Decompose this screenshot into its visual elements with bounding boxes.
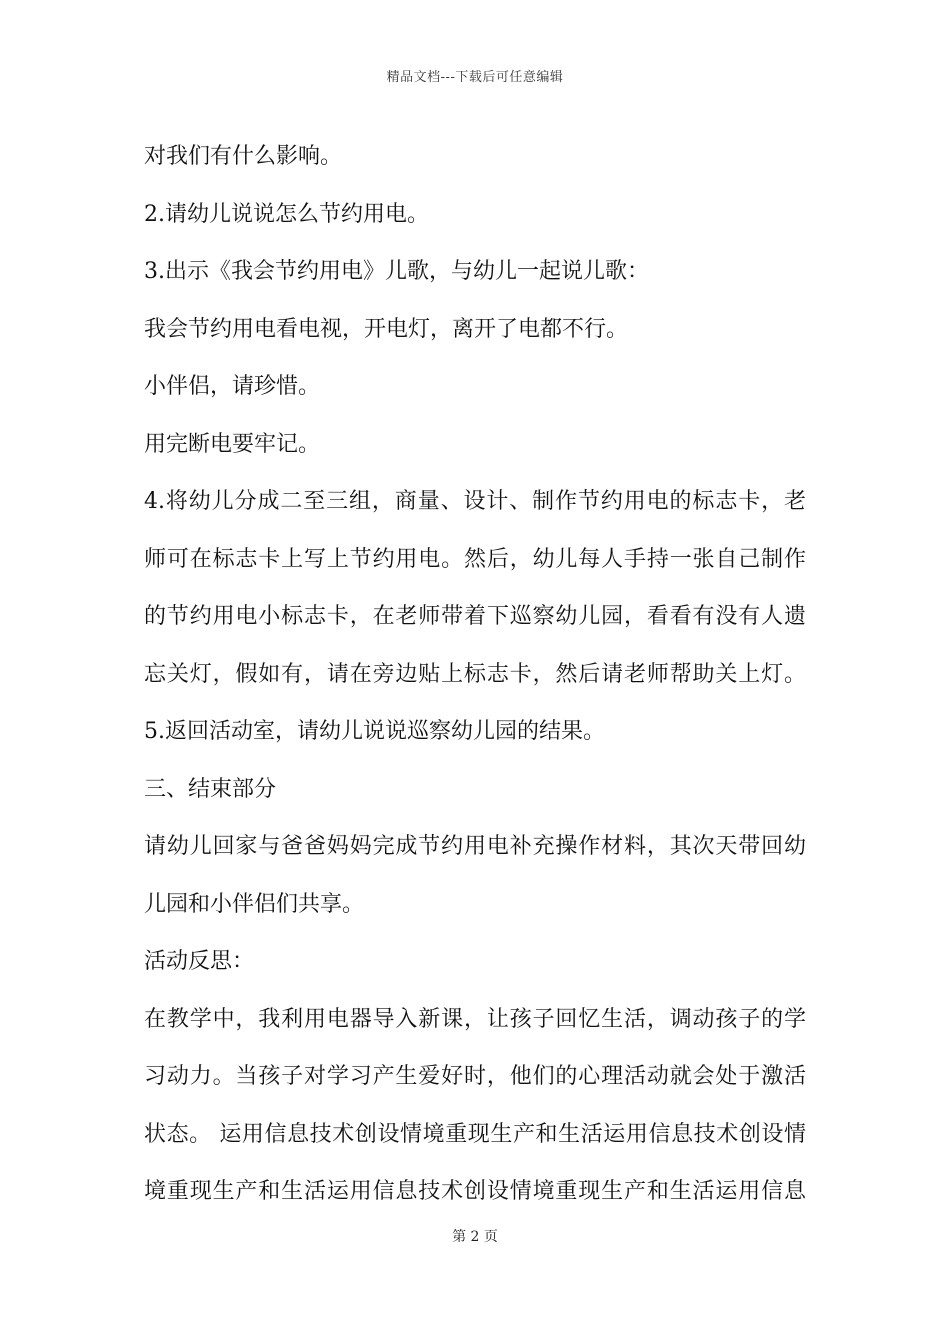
text-line: 境重现生产和生活运用信息技术创设情境重现生产和生活运用信息: [144, 1179, 806, 1204]
text-line: 我会节约用电看电视，开电灯，离开了电都不行。: [144, 316, 629, 342]
text-line: 儿园和小伴侣们共享。: [144, 891, 365, 917]
text-line: 忘关灯，假如有，请在旁边贴上标志卡，然后请老师帮助关上灯。: [144, 661, 806, 687]
page-number: 第 2 页: [452, 1229, 498, 1245]
text-line: 用完断电要牢记。: [144, 431, 321, 457]
text-line: 2.请幼儿说说怎么节约用电。: [144, 201, 429, 227]
text-line: 对我们有什么影响。: [144, 144, 343, 169]
text-line: 的节约用电小标志卡，在老师带着下巡察幼儿园，看看有没有人遗: [144, 604, 806, 629]
text-line: 小伴侣，请珍惜。: [144, 374, 321, 399]
text-line: 5.返回活动室，请幼儿说说巡察幼儿园的结果。: [144, 719, 605, 744]
page-header: 精品文档---下载后可任意编辑: [386, 70, 564, 85]
text-line: 习动力。当孩子对学习产生爱好时，他们的心理活动就会处于激活: [144, 1064, 806, 1089]
text-line: 在教学中，我利用电器导入新课，让孩子回忆生活，调动孩子的学: [144, 1006, 806, 1032]
document-body: [144, 128, 806, 1221]
text-line: 3.出示《我会节约用电》儿歌，与幼儿一起说儿歌：: [144, 259, 649, 284]
text-line: 4.将幼儿分成二至三组，商量、设计、制作节约用电的标志卡，老: [144, 489, 806, 514]
text-line: 活动反思：: [144, 949, 255, 974]
text-line: 状态。 运用信息技术创设情境重现生产和生活运用信息技术创设情: [144, 1121, 806, 1147]
text-line: 师可在标志卡上写上节约用电。然后，幼儿每人手持一张自己制作: [144, 546, 806, 572]
text-line: 三、结束部分: [144, 776, 277, 802]
text-line: 请幼儿回家与爸爸妈妈完成节约用电补充操作材料，其次天带回幼: [144, 834, 806, 859]
